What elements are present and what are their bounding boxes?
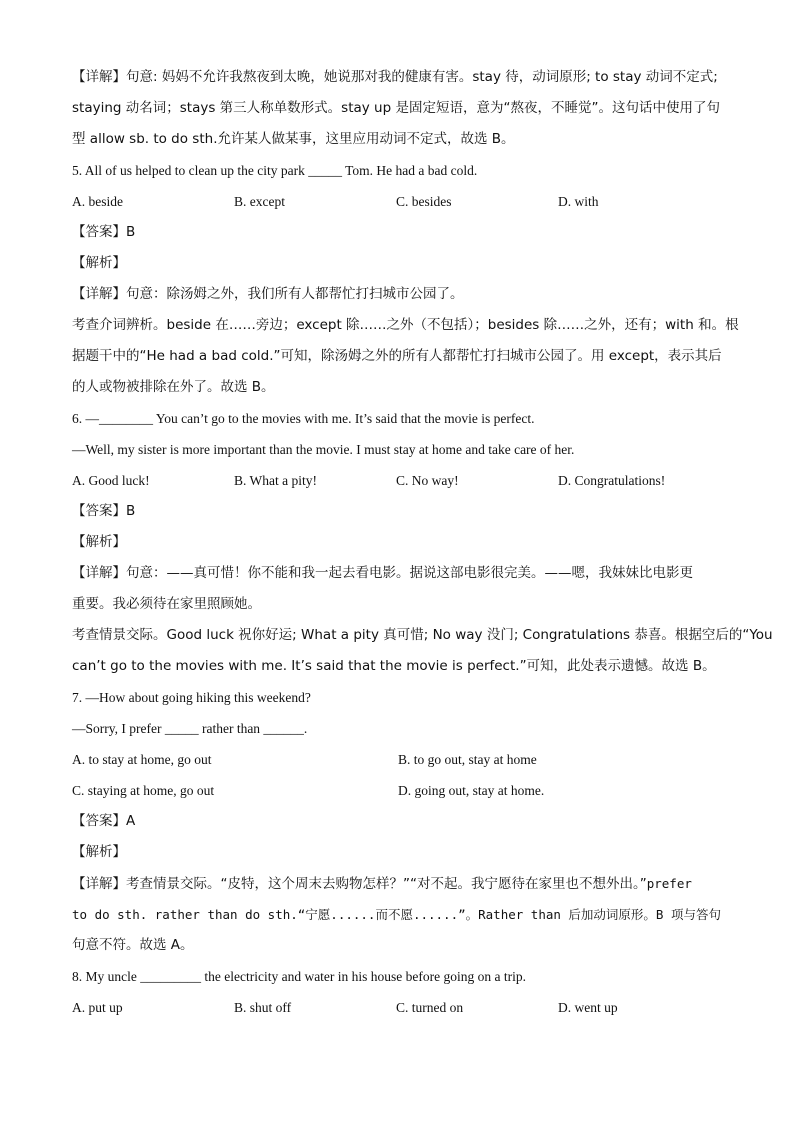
q7-detail-line-2: to do sth. rather than do sth.“宁愿......而不愿......”。Rather than 后加动词原形。B 项与答句 [72,907,721,922]
q5-answer: 【答案】B [72,224,136,240]
q5-detail-line-1: 【详解】句意：除汤姆之外，我们所有人都帮忙打扫城市公园了。 [72,286,464,302]
q7-analysis-label: 【解析】 [72,844,126,860]
q6-options [72,465,726,496]
q7-stem-line-2: —Sorry, I prefer _____ rather than ______. [72,721,308,736]
q5-detail-line-4: 的人或物被排除在外了。故选 B。 [72,379,275,395]
q7-options-row-2 [72,775,726,806]
q5-stem: 5. All of us helped to clean up the city park _____ Tom. He had a bad cold. [72,163,478,178]
q6-option-a: A. Good luck! [72,473,150,488]
q7-option-b: B. to go out, stay at home [398,752,537,767]
q6-detail-line-4: can’t go to the movies with me. It’s said that the movie is perfect.”可知，此处表示遗憾。故选 B。 [72,658,716,674]
q5-option-c: C. besides [396,194,452,209]
q6-stem-line-1: 6. —________ You can’t go to the movies with me. It’s said that the movie is perfect. [72,411,535,426]
q5-detail-line-2: 考查介词辨析。beside 在……旁边；except 除……之外（不包括）；besides 除……之外，还有；with 和。根 [72,317,739,333]
q4-detail-line-2: staying 动名词；stays 第三人称单数形式。stay up 是固定短语，意为“熬夜，不睡觉”。这句话中使用了句 [72,100,720,116]
q6-option-b: B. What a pity! [234,473,317,488]
q5-detail-line-3: 据题干中的“He had a bad cold.”可知，除汤姆之外的所有人都帮忙打扫城市公园了。用 except，表示其后 [72,348,722,364]
q6-answer: 【答案】B [72,503,136,519]
q5-options [72,186,726,217]
q8-option-c: C. turned on [396,1000,464,1015]
q8-option-d: D. went up [558,1000,618,1015]
q7-option-a: A. to stay at home, go out [72,752,212,767]
q8-option-a: A. put up [72,1000,123,1015]
q7-detail-line-1-text: 【详解】考查情景交际。“皮特，这个周末去购物怎样？”“对不起。我宁愿待在家里也不想外出。” [72,876,647,892]
q6-option-d: D. Congratulations! [558,473,666,488]
q7-detail-line-1-prefer: prefer [646,876,692,891]
q8-options [72,992,726,1023]
q7-answer: 【答案】A [72,813,136,829]
q6-analysis-label: 【解析】 [72,534,126,550]
q5-option-b: B. except [234,194,285,209]
q6-detail-line-2: 重要。我必须待在家里照顾她。 [72,596,261,612]
q5-analysis-label: 【解析】 [72,255,126,271]
q6-detail-line-3: 考查情景交际。Good luck 祝你好运; What a pity 真可惜; No way 没门; Congratulations 恭喜。根据空后的“You [72,627,773,643]
q8-stem: 8. My uncle _________ the electricity and water in his house before going on a trip. [72,969,527,984]
q7-detail-line-3: 句意不符。故选 A。 [72,937,194,953]
q4-detail-line-3: 型 allow sb. to do sth.允许某人做某事，这里应用动词不定式，故选 B。 [72,131,515,147]
document-page [72,62,773,1023]
q6-option-c: C. No way! [396,473,459,488]
q5-option-a: A. beside [72,194,123,209]
q8-option-b: B. shut off [234,1000,292,1015]
q7-stem-line-1: 7. —How about going hiking this weekend? [72,690,311,705]
q7-detail-line-1 [72,868,726,899]
q4-detail-line-1: 【详解】句意: 妈妈不允许我熬夜到太晚，她说那对我的健康有害。stay 待，动词原形; to stay 动词不定式; [72,69,718,85]
q7-option-d: D. going out, stay at home. [398,783,545,798]
q6-stem-line-2: —Well, my sister is more important than the movie. I must stay at home and take care of her. [72,442,575,457]
q7-options-row-1 [72,744,726,775]
q6-detail-line-1: 【详解】句意：——真可惜！你不能和我一起去看电影。据说这部电影很完美。——嗯，我妹妹比电影更 [72,565,693,581]
q7-option-c: C. staying at home, go out [72,783,215,798]
q5-option-d: D. with [558,194,599,209]
